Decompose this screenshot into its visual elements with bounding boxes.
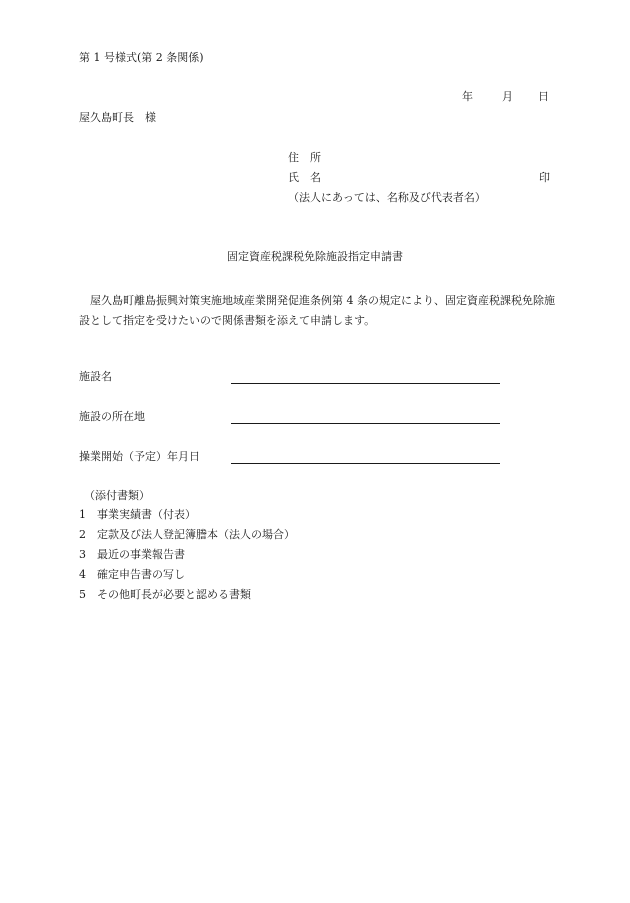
- seal-mark: 印: [539, 171, 550, 184]
- application-body-text: 屋久島町離島振興対策実施地域産業開発促進条例第 4 条の規定により、固定資産税課税免除施設として指定を受けたいので関係書類を添えて申請します。: [79, 294, 555, 327]
- applicant-address-label: 住 所: [288, 151, 321, 164]
- field-facility-name: [79, 371, 500, 387]
- attachment-number: 1: [79, 508, 86, 521]
- attachments-heading: （添付書類）: [84, 489, 150, 502]
- attachment-text: 確定申告書の写し: [97, 568, 185, 581]
- field-facility-location-label: 施設の所在地: [79, 410, 145, 423]
- field-facility-location-line[interactable]: [231, 423, 500, 424]
- field-operation-start-date-line[interactable]: [231, 463, 500, 464]
- date-day-label: 日: [538, 90, 549, 103]
- corporate-note: （法人にあっては、名称及び代表者名）: [288, 191, 486, 204]
- attachment-text: 事業実績書（付表）: [97, 508, 196, 521]
- attachment-number: 5: [79, 588, 86, 601]
- field-facility-name-line[interactable]: [231, 383, 500, 384]
- document-title: 固定資産税課税免除施設指定申請書: [227, 250, 403, 263]
- applicant-name-label: 氏 名: [288, 171, 321, 184]
- date-month-label: 月: [502, 90, 513, 103]
- field-operation-start-date: [79, 451, 500, 467]
- form-number: 第 1 号様式(第 2 条関係): [79, 51, 204, 64]
- field-facility-location: [79, 411, 500, 427]
- attachment-number: 2: [79, 528, 86, 541]
- field-facility-name-label: 施設名: [79, 370, 112, 383]
- attachment-text: 定款及び法人登記簿謄本（法人の場合）: [97, 528, 295, 541]
- attachment-number: 3: [79, 548, 86, 561]
- date-year-label: 年: [462, 90, 473, 103]
- attachment-number: 4: [79, 568, 86, 581]
- addressee: 屋久島町長 様: [79, 111, 156, 124]
- field-operation-start-date-label: 操業開始（予定）年月日: [79, 450, 200, 463]
- attachment-text: その他町長が必要と認める書類: [97, 588, 251, 601]
- date-line: [462, 91, 552, 105]
- attachment-text: 最近の事業報告書: [97, 548, 185, 561]
